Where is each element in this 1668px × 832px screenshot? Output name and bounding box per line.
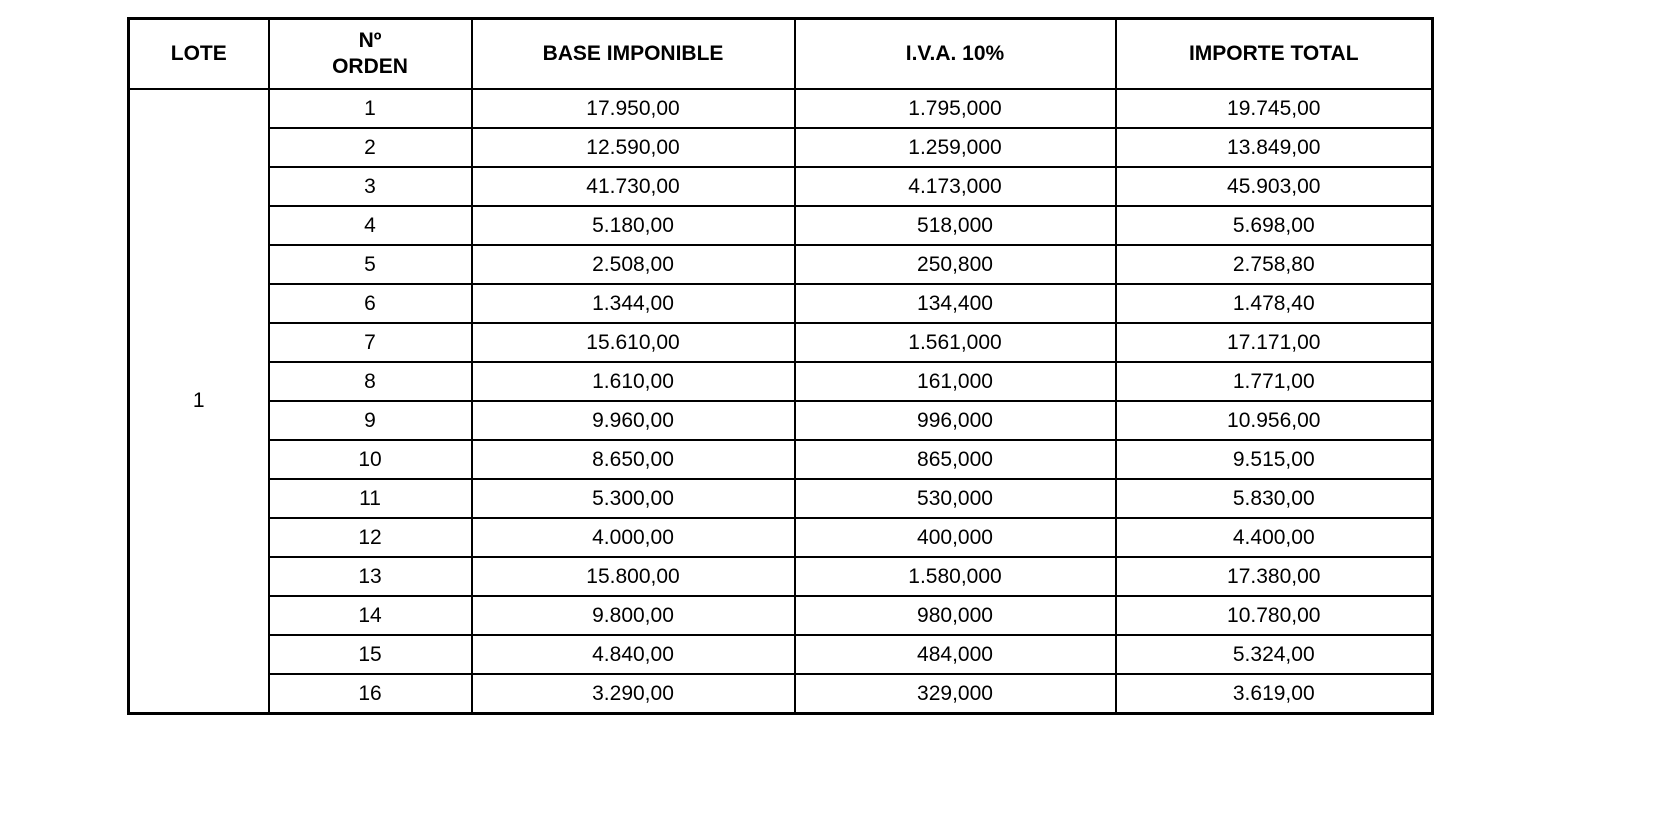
- table-row: [129, 674, 1433, 714]
- header-lote: LOTE: [129, 19, 269, 90]
- cell-importe-total: 5.698,00: [1116, 206, 1433, 245]
- table-row: [129, 89, 1433, 128]
- table-row: [129, 284, 1433, 323]
- lote-summary-table: [127, 17, 1434, 715]
- cell-importe-total: 3.619,00: [1116, 674, 1433, 714]
- cell-importe-total: 1.771,00: [1116, 362, 1433, 401]
- cell-orden: 16: [269, 674, 472, 714]
- cell-iva: 865,000: [795, 440, 1116, 479]
- header-row: [129, 19, 1433, 90]
- header-importe-total: IMPORTE TOTAL: [1116, 19, 1433, 90]
- cell-orden: 11: [269, 479, 472, 518]
- cell-base-imponible: 5.180,00: [472, 206, 795, 245]
- cell-iva: 980,000: [795, 596, 1116, 635]
- cell-orden: 1: [269, 89, 472, 128]
- cell-orden: 14: [269, 596, 472, 635]
- table-row: [129, 440, 1433, 479]
- cell-base-imponible: 41.730,00: [472, 167, 795, 206]
- cell-importe-total: 17.171,00: [1116, 323, 1433, 362]
- table-row: [129, 518, 1433, 557]
- cell-importe-total: 10.780,00: [1116, 596, 1433, 635]
- cell-orden: 7: [269, 323, 472, 362]
- cell-importe-total: 13.849,00: [1116, 128, 1433, 167]
- table-row: [129, 245, 1433, 284]
- header-orden: Nº ORDEN: [269, 19, 472, 90]
- cell-orden: 5: [269, 245, 472, 284]
- cell-orden: 8: [269, 362, 472, 401]
- cell-iva: 400,000: [795, 518, 1116, 557]
- cell-orden: 9: [269, 401, 472, 440]
- header-iva: I.V.A. 10%: [795, 19, 1116, 90]
- table-row: [129, 557, 1433, 596]
- cell-iva: 518,000: [795, 206, 1116, 245]
- table-row: [129, 596, 1433, 635]
- cell-iva: 161,000: [795, 362, 1116, 401]
- cell-orden: 6: [269, 284, 472, 323]
- table-row: [129, 362, 1433, 401]
- cell-iva: 250,800: [795, 245, 1116, 284]
- cell-base-imponible: 8.650,00: [472, 440, 795, 479]
- table-row: [129, 635, 1433, 674]
- cell-iva: 4.173,000: [795, 167, 1116, 206]
- cell-iva: 484,000: [795, 635, 1116, 674]
- table-row: [129, 128, 1433, 167]
- cell-iva: 134,400: [795, 284, 1116, 323]
- table-row: [129, 167, 1433, 206]
- cell-lote: 1: [129, 89, 269, 714]
- cell-base-imponible: 1.344,00: [472, 284, 795, 323]
- cell-base-imponible: 2.508,00: [472, 245, 795, 284]
- cell-orden: 13: [269, 557, 472, 596]
- cell-iva: 1.259,000: [795, 128, 1116, 167]
- header-base-imponible: BASE IMPONIBLE: [472, 19, 795, 90]
- cell-iva: 1.580,000: [795, 557, 1116, 596]
- cell-importe-total: 17.380,00: [1116, 557, 1433, 596]
- cell-base-imponible: 4.000,00: [472, 518, 795, 557]
- cell-importe-total: 45.903,00: [1116, 167, 1433, 206]
- cell-orden: 4: [269, 206, 472, 245]
- cell-base-imponible: 1.610,00: [472, 362, 795, 401]
- cell-base-imponible: 17.950,00: [472, 89, 795, 128]
- table-row: [129, 401, 1433, 440]
- table-row: [129, 323, 1433, 362]
- cell-base-imponible: 15.800,00: [472, 557, 795, 596]
- cell-base-imponible: 9.800,00: [472, 596, 795, 635]
- cell-base-imponible: 3.290,00: [472, 674, 795, 714]
- cell-orden: 12: [269, 518, 472, 557]
- cell-iva: 1.561,000: [795, 323, 1116, 362]
- cell-orden: 3: [269, 167, 472, 206]
- cell-iva: 329,000: [795, 674, 1116, 714]
- cell-importe-total: 19.745,00: [1116, 89, 1433, 128]
- cell-importe-total: 10.956,00: [1116, 401, 1433, 440]
- cell-iva: 996,000: [795, 401, 1116, 440]
- cell-importe-total: 4.400,00: [1116, 518, 1433, 557]
- cell-orden: 15: [269, 635, 472, 674]
- cell-base-imponible: 5.300,00: [472, 479, 795, 518]
- cell-iva: 530,000: [795, 479, 1116, 518]
- cell-orden: 10: [269, 440, 472, 479]
- cell-base-imponible: 12.590,00: [472, 128, 795, 167]
- cell-orden: 2: [269, 128, 472, 167]
- cell-importe-total: 1.478,40: [1116, 284, 1433, 323]
- cell-importe-total: 2.758,80: [1116, 245, 1433, 284]
- table-row: [129, 479, 1433, 518]
- cell-importe-total: 5.830,00: [1116, 479, 1433, 518]
- cell-base-imponible: 4.840,00: [472, 635, 795, 674]
- cell-iva: 1.795,000: [795, 89, 1116, 128]
- cell-base-imponible: 15.610,00: [472, 323, 795, 362]
- cell-importe-total: 9.515,00: [1116, 440, 1433, 479]
- cell-importe-total: 5.324,00: [1116, 635, 1433, 674]
- table-row: [129, 206, 1433, 245]
- cell-base-imponible: 9.960,00: [472, 401, 795, 440]
